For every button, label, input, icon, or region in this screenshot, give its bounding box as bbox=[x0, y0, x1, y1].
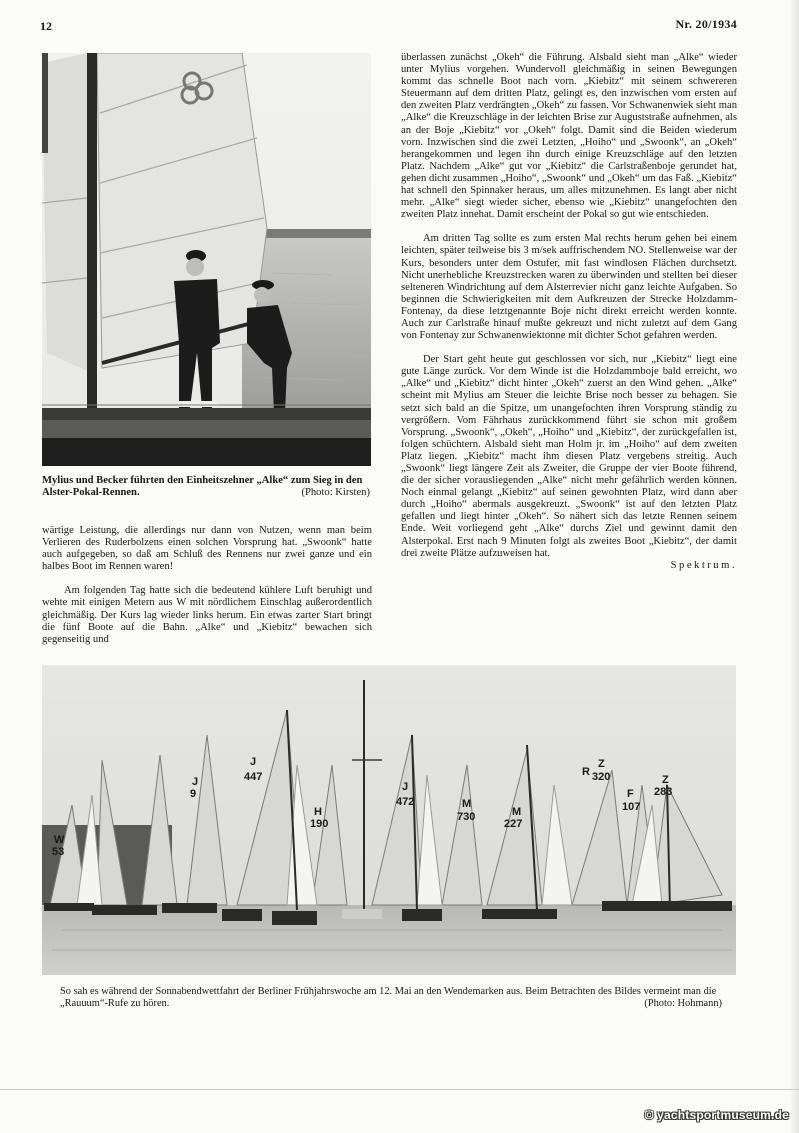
svg-text:H: H bbox=[314, 806, 322, 818]
svg-text:J: J bbox=[250, 756, 257, 768]
photo-alke-crew-illustration bbox=[42, 53, 371, 466]
svg-text:9: 9 bbox=[190, 788, 197, 800]
article-right-column bbox=[401, 52, 737, 572]
svg-text:M: M bbox=[512, 806, 522, 818]
page-number: 12 bbox=[40, 19, 52, 33]
svg-text:472: 472 bbox=[396, 796, 415, 808]
paragraph: Am folgenden Tag hatte sich die bedeutend kühlere Luft beruhigt und wehte mit einigen Metern aus W mit nördlichem Einschlag außerordentlich gleichmäßig. Der Kurs lag wieder links herum. Ein etwas zarter Start bringt die fünf Boote auf die Bahn. „Alke“ und „Kiebitz“ bewachen sich gegenseitig und bbox=[42, 585, 372, 645]
paragraph: Am dritten Tag sollte es zum ersten Mal rechts herum gehen bei einem leichten, später teilweise bis 3 m/sek auffrischendem NO. Stellenweise war der Kurs, besonders unter dem Ostufer, mit fast windlosen Flächen durchsetzt. Nicht unerhebliche Kreuzstrecken waren zu überwinden und stellten bei dieser selteneren Windrichtung auf dem Alsterrevier nicht ganz leichte Aufgaben. So beginnen die Schwierigkeiten mit dem Aufkreuzen der Strecke Holzdamm-Fontenay, da diese letztgenannte Boje nicht direkt erreicht werden konnte. Auch zur Carlstraße hinauf mußte gekreuzt und nicht zuletzt auf dem Gang von Fontenay zur Schwanenwiektonne mit dichter Schot gefahren werden. bbox=[401, 233, 737, 342]
photo-regatta-fleet-illustration bbox=[42, 665, 736, 975]
photo-regatta-fleet bbox=[42, 665, 736, 975]
paragraph: Der Start geht heute gut geschlossen vor sich, nur „Kiebitz“ liegt eine gute Länge zurück. Vor dem Winde ist die Holzdammboje bald erreicht, wo „Alke“ und „Kiebitz“ dicht hinter „Okeh“ zuerst an den Wind gehen. „Alke“ scheint mit Mylius am Steuer die leichte Brise noch besser zu behagen. Sie setzt sich bald an die Spitze, um unangefochten ihren Vorsprung ständig zu vergrößern. Vom Fährhaus zurückkommend führt sie schon mit großem Vorsprung. „Swoonk“, „Okeh“, „Hoiho“ und „Kiebitz“, der zurückgefallen ist, folgen schüchtern. Alsbald sieht man Holm jr. im „Hoiho“ auf dem zweiten Platz liegen. „Kiebitz“ macht ihm diesen Platz vergebens streitig. Auch „Swoonk“ liegt längere Zeit als Zweiter, die Gruppe der vier Boote führend, die der sicher vorausliegenden „Alke“ nicht mehr gefährlich werden können. Noch einmal gelangt „Kiebitz“ auf seinen gewohnten Platz, wird dann aber durch „Hoiho“ abermals ausgekreuzt. „Swoonk“ ist auf den letzten Platz gefallen und liegt hinter „Okeh“. So nähert sich das letzte Rennen seinem Ende. Weit vorliegend geht „Alke“ durchs Ziel und gewinnt damit den Alsterpokal. Erst nach 9 Minuten folgt als zweites Boot „Kiebitz“, der damit drei zweite Plätze aufzuweisen hat. bbox=[401, 354, 737, 559]
svg-text:Z: Z bbox=[662, 774, 669, 786]
caption-top-photo bbox=[42, 475, 370, 498]
svg-text:730: 730 bbox=[457, 811, 476, 823]
issue-number: Nr. 20/1934 bbox=[675, 17, 737, 31]
svg-text:R: R bbox=[582, 766, 590, 778]
paragraph: wärtige Leistung, die allerdings nur dann von Nutzen, wenn man beim Verlieren des Ruderbolzens einen solchen Vorsprung hat. „Swoonk“ hatte auch aufgegeben, so daß am Schluß des Rennens nur zwei ganze und ein halbes Boot im Rennen waren! bbox=[42, 525, 372, 573]
article-left-column bbox=[42, 525, 372, 646]
page-edge-shadow bbox=[789, 0, 799, 1133]
caption-top-text: Mylius und Becker führten den Einheitszehner „Alke“ zum Sieg in den Alster-Pokal-Rennen. bbox=[42, 475, 363, 498]
svg-text:447: 447 bbox=[244, 771, 263, 783]
paragraph: überlassen zunächst „Okeh“ die Führung. Alsbald sieht man „Alke“ wieder unter Mylius vorgehen. Wundervoll gleichmäßig in seinen Bewegungen kommt das schnelle Boot nach vorn. „Kiebitz“ mit seinem schwereren Steuermann auf dem dritten Platz, gelingt es, den inzwischen vom ersten auf den zweiten Platz verdrängten „Okeh“ zu fassen. Vor Schwanenwiek sieht man „Alke“ die Kreuzschläge in der leichten Brise zur Auguststraße aufnehmen, als an der Boje „Kiebitz“ vor „Okeh“ folgt. Damit sind die Beiden wiederum vorn. Inzwischen sind die zwei Letzten, „Hoiho“ und „Swoonk“, an „Okeh“ herangekommen und legen ihn durch einige Kreuzschläge auf den letzten Platz. Nachdem „Alke“ gut vor „Kiebitz“ die Carlstraßenboje gerundet hat, gehen dicht zusammen „Hoiho“, „Swoonk“ und „Okeh“ um das Faß. „Kiebitz“ hat schnell den Spinnaker heraus, um alles mitzunehmen. Es langt aber nicht mehr. „Alke“ siegt wieder sicher, ebenso wie „Kiebitz“ unangefochten den zweiten Platz innehat. Damit erscheint der Pokal so gut wie entschieden. bbox=[401, 52, 737, 221]
svg-text:107: 107 bbox=[622, 801, 641, 813]
svg-text:Z: Z bbox=[598, 758, 605, 770]
caption-top-credit: (Photo: Kirsten) bbox=[301, 486, 370, 498]
svg-text:M: M bbox=[462, 798, 472, 810]
author-signature: Spektrum. bbox=[670, 559, 737, 571]
svg-text:227: 227 bbox=[504, 818, 523, 830]
watermark-copyright: © yachtsportmuseum.de bbox=[644, 1108, 789, 1122]
photo-alke-crew bbox=[42, 53, 371, 466]
svg-text:F: F bbox=[627, 788, 634, 800]
svg-text:53: 53 bbox=[52, 846, 65, 858]
svg-text:J: J bbox=[192, 776, 199, 788]
caption-bottom-text: So sah es während der Sonnabendwettfahrt der Berliner Frühjahrswoche am 12. Mai an den Wendemarken aus. Beim Betrachten des Bildes vermeint man die „Rauuum“-Rufe zu hören. bbox=[60, 986, 717, 1009]
svg-text:283: 283 bbox=[654, 786, 673, 798]
svg-text:W: W bbox=[54, 834, 65, 846]
svg-text:320: 320 bbox=[592, 771, 611, 783]
caption-bottom-credit: (Photo: Hohmann) bbox=[644, 997, 722, 1009]
footer-divider bbox=[0, 1089, 799, 1090]
caption-bottom-photo bbox=[60, 986, 722, 1009]
svg-text:J: J bbox=[402, 781, 409, 793]
svg-text:190: 190 bbox=[310, 818, 329, 830]
